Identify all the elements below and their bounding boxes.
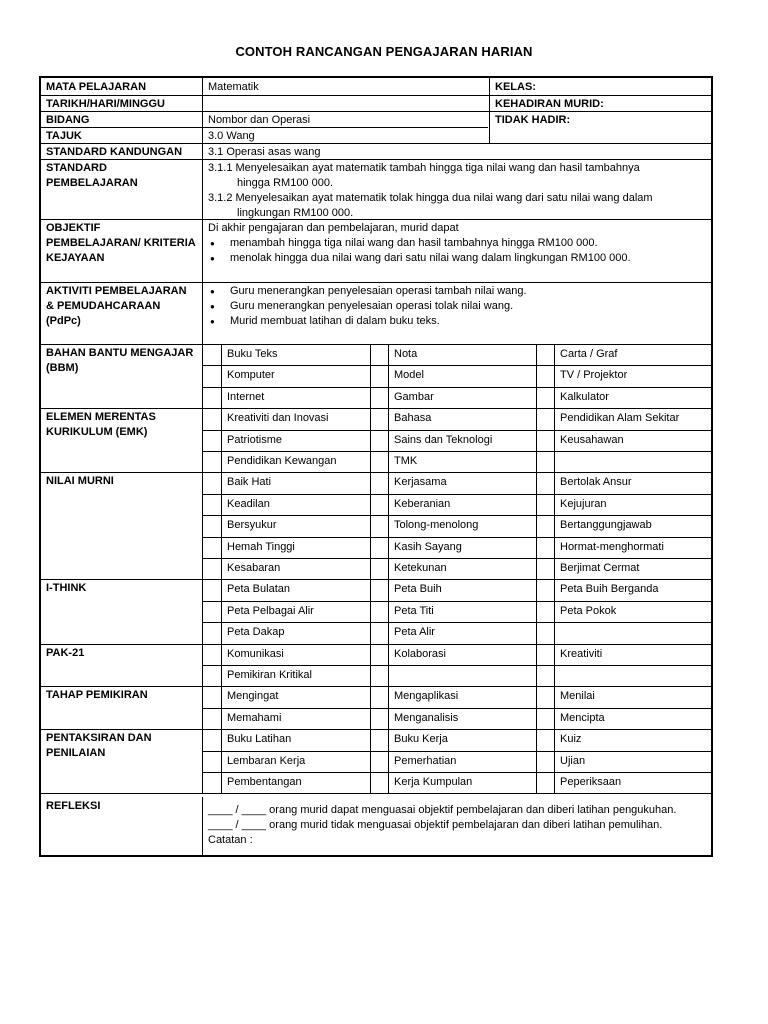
- checkbox[interactable]: [536, 537, 554, 558]
- checkbox[interactable]: [203, 472, 221, 493]
- checkbox[interactable]: [536, 387, 554, 408]
- option-label: Memahami: [227, 711, 282, 724]
- mata-pelajaran-label: MATA PELAJARAN: [41, 78, 203, 95]
- option-label: Kalkulator: [560, 390, 609, 403]
- checkbox[interactable]: [370, 537, 388, 558]
- row-standard-kandungan: [41, 143, 711, 159]
- checkbox[interactable]: [370, 344, 388, 365]
- checkbox[interactable]: [370, 686, 388, 707]
- grid-divider: [221, 344, 222, 408]
- option-label: Hormat-menghormati: [560, 540, 664, 553]
- option-label: Kreativiti: [560, 647, 603, 660]
- aktiviti-content: [203, 282, 711, 344]
- option-label: Mencipta: [560, 711, 605, 724]
- option-label: Kerja Kumpulan: [394, 776, 473, 788]
- section-label: PENTAKSIRAN DAN PENILAIAN: [41, 729, 203, 793]
- checkbox[interactable]: [370, 751, 388, 772]
- objektif-intro: Di akhir pengajaran dan pembelajaran, murid dapat: [208, 222, 459, 234]
- option-label: Keadilan: [227, 497, 270, 510]
- option-label: Nota: [394, 348, 418, 360]
- option-label: TMK: [394, 455, 418, 467]
- sp-item-1-cont: hingga RM100 000.: [237, 177, 334, 189]
- option-label: Kejujuran: [560, 497, 607, 510]
- option-label: Buku Latihan: [227, 733, 292, 746]
- checkbox[interactable]: [536, 472, 554, 493]
- grid-divider: [554, 408, 555, 472]
- checkbox[interactable]: [536, 729, 554, 750]
- bidang-value: Nombor dan Operasi: [203, 111, 490, 127]
- option-label: Internet: [227, 390, 265, 403]
- refleksi-line: ____ / ____ orang murid tidak menguasai objektif pembelajaran dan diberi latihan pemulihan.: [208, 819, 663, 831]
- sp-content: [203, 159, 711, 219]
- option-label: Menilai: [560, 690, 595, 703]
- empty-cell: [394, 665, 534, 686]
- checkbox[interactable]: [203, 751, 221, 772]
- option-label: Kerjasama: [394, 476, 447, 489]
- checkbox[interactable]: [370, 408, 388, 429]
- tarikh-label: TARIKH/HARI/MINGGU: [41, 95, 203, 111]
- option-label: Gambar: [394, 390, 434, 403]
- refleksi-label: REFLEKSI: [41, 797, 203, 857]
- option-label: Pemikiran Kritikal: [227, 669, 312, 681]
- option-label: Pendidikan Alam Sekitar: [560, 412, 680, 425]
- checkbox[interactable]: [370, 579, 388, 600]
- refleksi-line: Catatan :: [208, 834, 253, 846]
- checkbox[interactable]: [370, 387, 388, 408]
- empty-cell: [560, 622, 710, 643]
- checkbox[interactable]: [370, 644, 388, 665]
- option-label: Buku Teks: [227, 348, 278, 360]
- grid-divider: [221, 408, 222, 472]
- option-label: Kuiz: [560, 733, 582, 746]
- checkbox[interactable]: [203, 408, 221, 429]
- grid-divider: [221, 579, 222, 643]
- aktiviti-bullet: ● Murid membuat latihan di dalam buku teks.: [208, 314, 706, 329]
- tidak-hadir-label: TIDAK HADIR:: [495, 114, 571, 126]
- option-label: Komunikasi: [227, 647, 284, 660]
- sp-item-2-cont: lingkungan RM100 000.: [237, 207, 354, 219]
- option-label: Patriotisme: [227, 433, 283, 446]
- section-label: NILAI MURNI: [41, 472, 203, 579]
- checkbox[interactable]: [370, 515, 388, 536]
- checkbox[interactable]: [203, 622, 221, 643]
- checkbox[interactable]: [370, 430, 388, 451]
- checkbox[interactable]: [536, 579, 554, 600]
- option-label: Baik Hati: [227, 476, 272, 489]
- checkbox[interactable]: [203, 430, 221, 451]
- option-label: Ujian: [560, 754, 586, 767]
- checkbox[interactable]: [370, 601, 388, 622]
- option-label: Bertanggungjawab: [560, 519, 652, 532]
- row-refleksi: [41, 797, 711, 857]
- kelas-label: KELAS:: [495, 81, 536, 93]
- option-label: Peta Dakap: [227, 626, 285, 639]
- checkbox[interactable]: [536, 772, 554, 793]
- option-label: Model: [394, 369, 424, 382]
- option-label: Peperiksaan: [560, 776, 622, 788]
- checkbox[interactable]: [203, 686, 221, 707]
- checkbox[interactable]: [203, 644, 221, 665]
- row-standard-pembelajaran: [41, 159, 711, 219]
- checkbox[interactable]: [370, 622, 388, 643]
- option-label: Peta Bulatan: [227, 583, 290, 596]
- tajuk-label: TAJUK: [41, 127, 203, 143]
- checkbox[interactable]: [203, 558, 221, 579]
- sk-value: 3.1 Operasi asas wang: [208, 146, 321, 158]
- row-tarikh: [41, 95, 711, 111]
- option-label: Peta Pelbagai Alir: [227, 604, 314, 617]
- option-label: Peta Buih Berganda: [560, 583, 659, 596]
- checkbox[interactable]: [536, 622, 554, 643]
- row-objektif: [41, 219, 711, 282]
- checkbox[interactable]: [536, 665, 554, 686]
- objektif-bullet: ● menolak hingga dua nilai wang dari satu nilai wang dalam lingkungan RM100 000.: [208, 251, 706, 266]
- option-label: Mengingat: [227, 690, 279, 703]
- objektif-label: OBJEKTIF PEMBELAJARAN/ KRITERIA KEJAYAAN: [41, 219, 203, 282]
- checkbox[interactable]: [536, 344, 554, 365]
- checkbox[interactable]: [203, 772, 221, 793]
- grid-divider: [554, 472, 555, 579]
- checkbox[interactable]: [370, 451, 388, 472]
- checkbox[interactable]: [536, 408, 554, 429]
- checkbox[interactable]: [203, 451, 221, 472]
- section-label: I-THINK: [41, 579, 203, 643]
- section-label: TAHAP PEMIKIRAN: [41, 686, 203, 729]
- checkbox[interactable]: [370, 365, 388, 386]
- option-label: Kasih Sayang: [394, 540, 462, 553]
- checkbox[interactable]: [536, 451, 554, 472]
- aktiviti-bullet: ● Guru menerangkan penyelesaian operasi tambah nilai wang.: [208, 284, 706, 299]
- option-label: Buku Kerja: [394, 733, 448, 746]
- checkbox[interactable]: [536, 686, 554, 707]
- objektif-content: [203, 219, 711, 282]
- checkbox[interactable]: [203, 494, 221, 515]
- grid-divider: [554, 729, 555, 793]
- checkbox[interactable]: [203, 515, 221, 536]
- checkbox[interactable]: [203, 729, 221, 750]
- section-label: BAHAN BANTU MENGAJAR (BBM): [41, 344, 203, 408]
- objektif-bullet: ● menambah hingga tiga nilai wang dan hasil tambahnya hingga RM100 000.: [208, 236, 706, 251]
- sp-item-2: 3.1.2 Menyelesaikan ayat matematik tolak hingga dua nilai wang dari satu nilai wang dalam: [208, 192, 653, 204]
- refleksi-line: ____ / ____ orang murid dapat menguasai objektif pembelajaran dan diberi latihan pengukuhan.: [208, 804, 677, 816]
- checkbox[interactable]: [536, 494, 554, 515]
- option-label: Komputer: [227, 369, 275, 382]
- option-label: Tolong-menolong: [394, 519, 479, 532]
- aktiviti-label: AKTIVITI PEMBELAJARAN & PEMUDAHCARAAN (PdPc): [41, 282, 203, 344]
- option-label: Mengaplikasi: [394, 690, 459, 703]
- checkbox[interactable]: [536, 365, 554, 386]
- grid-divider: [388, 408, 389, 472]
- grid-divider: [388, 729, 389, 793]
- checkbox[interactable]: [536, 515, 554, 536]
- option-label: Sains dan Teknologi: [394, 433, 493, 446]
- bidang-label: BIDANG: [41, 111, 203, 127]
- tajuk-value: 3.0 Wang: [203, 127, 490, 143]
- option-label: Bertolak Ansur: [560, 476, 632, 489]
- row-tajuk: [41, 127, 711, 143]
- option-label: Peta Alir: [394, 626, 435, 639]
- checkbox[interactable]: [203, 665, 221, 686]
- sp-item-1: 3.1.1 Menyelesaikan ayat matematik tambah hingga tiga nilai wang dan hasil tambahnya: [208, 162, 640, 174]
- empty-cell: [560, 665, 710, 686]
- checkbox[interactable]: [536, 430, 554, 451]
- grid-divider: [388, 472, 389, 579]
- checkbox[interactable]: [370, 708, 388, 729]
- grid-divider: [388, 579, 389, 643]
- page-title: CONTOH RANCANGAN PENGAJARAN HARIAN: [235, 44, 533, 59]
- grid-divider: [554, 579, 555, 643]
- section-label: ELEMEN MERENTAS KURIKULUM (EMK): [41, 408, 203, 472]
- checkbox[interactable]: [203, 387, 221, 408]
- checkbox[interactable]: [203, 344, 221, 365]
- option-label: Menganalisis: [394, 711, 459, 724]
- checkbox[interactable]: [370, 729, 388, 750]
- checkbox[interactable]: [536, 601, 554, 622]
- refleksi-content: [203, 797, 711, 857]
- option-label: Pembentangan: [227, 776, 302, 788]
- option-label: Pemerhatian: [394, 754, 457, 767]
- row-mata-pelajaran: [41, 78, 711, 95]
- grid-divider: [554, 344, 555, 408]
- grid-divider: [388, 344, 389, 408]
- lesson-plan-table: [39, 76, 713, 857]
- kehadiran-label: KEHADIRAN MURID:: [495, 98, 604, 110]
- row-aktiviti: [41, 282, 711, 344]
- option-label: Hemah Tinggi: [227, 540, 295, 553]
- checkbox[interactable]: [370, 665, 388, 686]
- checkbox[interactable]: [203, 601, 221, 622]
- option-label: Berjimat Cermat: [560, 562, 640, 574]
- section-label: PAK-21: [41, 644, 203, 687]
- aktiviti-bullet: ● Guru menerangkan penyelesaian operasi tolak nilai wang.: [208, 299, 706, 314]
- grid-divider: [221, 729, 222, 793]
- option-label: Bahasa: [394, 412, 432, 425]
- option-label: Bersyukur: [227, 519, 277, 532]
- divider: [41, 793, 711, 794]
- option-label: Pendidikan Kewangan: [227, 455, 337, 467]
- option-label: Ketekunan: [394, 562, 447, 574]
- checkbox[interactable]: [370, 558, 388, 579]
- checkbox[interactable]: [536, 751, 554, 772]
- checkbox[interactable]: [203, 579, 221, 600]
- checkbox[interactable]: [536, 644, 554, 665]
- option-label: Kesabaran: [227, 562, 281, 574]
- tarikh-value: [203, 95, 490, 111]
- option-label: Keberanian: [394, 497, 451, 510]
- empty-cell: [560, 451, 710, 472]
- option-label: Carta / Graf: [560, 348, 618, 360]
- checkbox[interactable]: [203, 537, 221, 558]
- option-label: Keusahawan: [560, 433, 624, 446]
- checkbox[interactable]: [370, 494, 388, 515]
- checkbox[interactable]: [370, 472, 388, 493]
- sk-label: STANDARD KANDUNGAN: [41, 143, 203, 159]
- checkbox[interactable]: [203, 365, 221, 386]
- checkbox[interactable]: [536, 708, 554, 729]
- option-label: Kreativiti dan Inovasi: [227, 412, 329, 425]
- mata-pelajaran-value: Matematik: [203, 78, 490, 95]
- checkbox[interactable]: [536, 558, 554, 579]
- option-label: TV / Projektor: [560, 369, 628, 382]
- option-label: Peta Buih: [394, 583, 442, 596]
- grid-divider: [221, 472, 222, 579]
- checkbox[interactable]: [203, 708, 221, 729]
- sp-label: STANDARD PEMBELAJARAN: [41, 159, 203, 219]
- option-label: Kolaborasi: [394, 647, 446, 660]
- option-label: Peta Pokok: [560, 604, 617, 617]
- option-label: Lembaran Kerja: [227, 754, 306, 767]
- checkbox[interactable]: [370, 772, 388, 793]
- option-label: Peta Titi: [394, 604, 434, 617]
